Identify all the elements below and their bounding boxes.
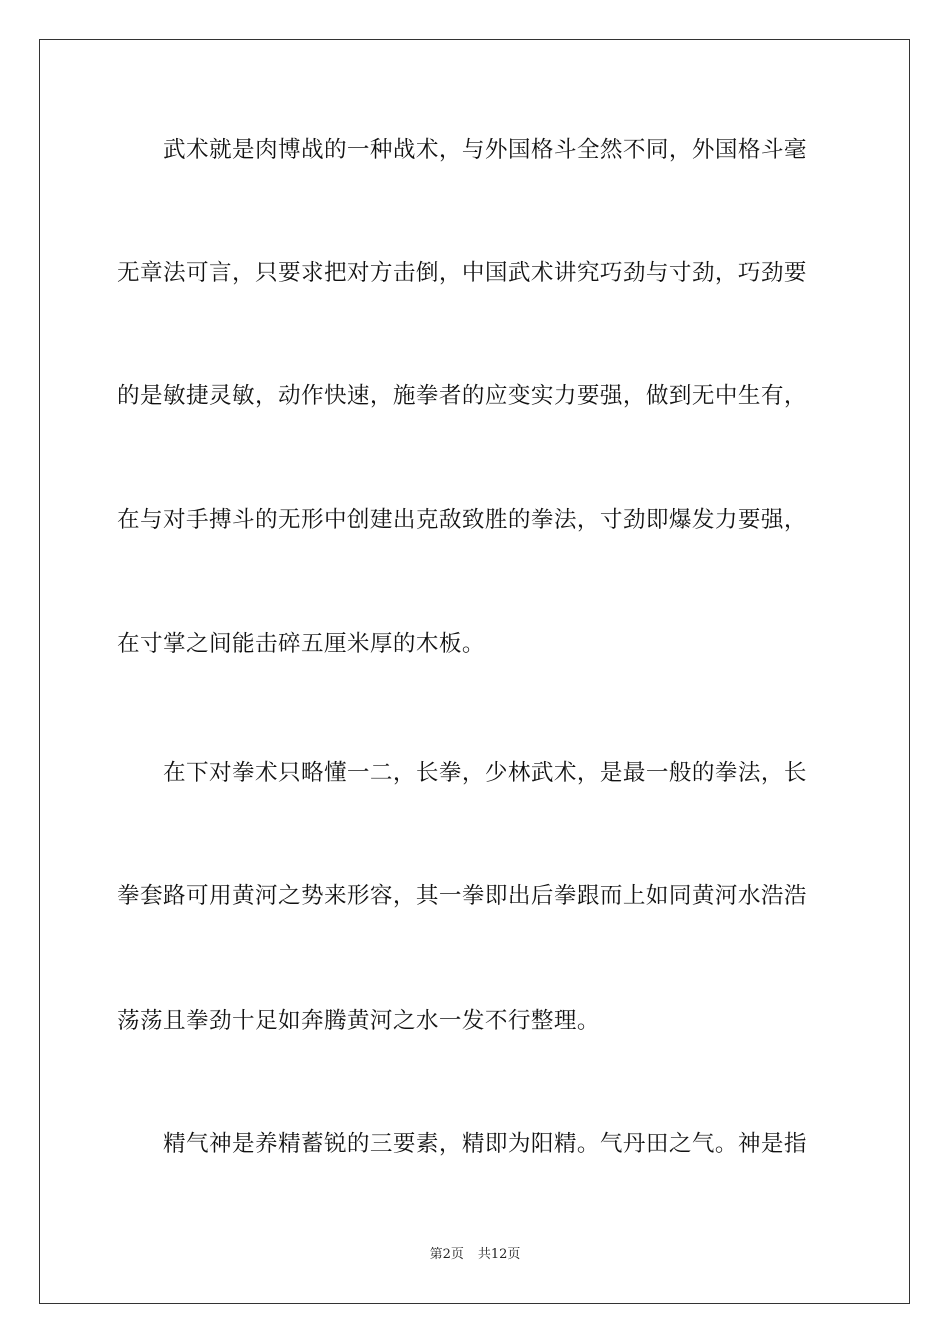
page-frame xyxy=(39,39,910,1304)
page-number: 第2页 xyxy=(429,1247,464,1262)
text-line: 在下对拳术只略懂一二，长拳，少林武术，是最一般的拳法，长 xyxy=(117,760,807,786)
text-line: 在寸掌之间能击碎五厘米厚的木板。 xyxy=(117,631,485,657)
text-line: 武术就是肉博战的一种战术，与外国格斗全然不同，外国格斗毫 xyxy=(117,137,807,163)
text-line: 拳套路可用黄河之势来形容，其一拳即出后拳跟而上如同黄河水浩浩 xyxy=(117,883,807,909)
text-line: 精气神是养精蓄锐的三要素，精即为阳精。气丹田之气。神是指 xyxy=(117,1131,807,1157)
text-line: 在与对手搏斗的无形中创建出克敌致胜的拳法，寸劲即爆发力要强， xyxy=(117,507,807,533)
page-total: 共12页 xyxy=(477,1247,521,1262)
page-footer xyxy=(0,1246,950,1264)
text-line: 无章法可言，只要求把对方击倒，中国武术讲究巧劲与寸劲，巧劲要 xyxy=(117,260,807,286)
text-line: 的是敏捷灵敏，动作快速，施拳者的应变实力要强，做到无中生有， xyxy=(117,383,807,409)
text-line: 荡荡且拳劲十足如奔腾黄河之水一发不行整理。 xyxy=(117,1008,600,1034)
